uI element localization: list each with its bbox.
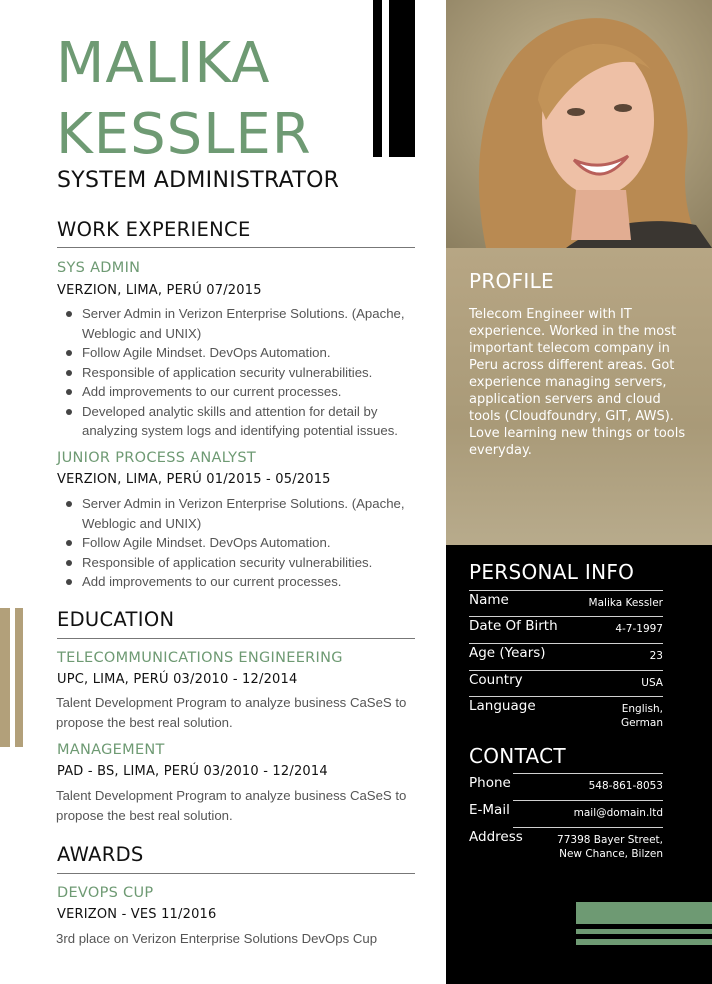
job-duties-list [64, 304, 434, 441]
contact-label: E-Mail [469, 802, 510, 818]
divider [57, 247, 415, 248]
education-description: Talent Development Program to analyze business CaSeS to propose the best real solution. [56, 788, 407, 823]
decor-gold-bar-thin [15, 608, 23, 747]
job-place: VERZION, LIMA, PERÚ 01/2015 - 05/2015 [57, 472, 331, 487]
info-value: English, German [620, 703, 663, 729]
work-experience-heading: WORK EXPERIENCE [57, 218, 251, 241]
education-place: PAD - BS, LIMA, PERÚ 03/2010 - 12/2014 [57, 764, 328, 779]
contact-label: Address [469, 829, 523, 845]
decor-bar-thick [389, 0, 415, 157]
divider [57, 873, 415, 874]
decor-bar-thin [373, 0, 382, 157]
list-item: Add improvements to our current processes. [64, 382, 434, 402]
decor-green-bar [576, 929, 712, 934]
list-item: Server Admin in Verizon Enterprise Solutions. (Apache, Weblogic and UNIX) [64, 304, 434, 343]
list-item: Add improvements to our current processes. [64, 572, 434, 592]
info-label: Name [469, 592, 509, 608]
info-value: USA [641, 677, 663, 689]
list-item: Responsible of application security vulnerabilities. [64, 553, 434, 573]
decor-gold-bar [0, 608, 10, 747]
awards-heading: AWARDS [57, 843, 144, 866]
award-description: 3rd place on Verizon Enterprise Solutions DevOps Cup [56, 931, 378, 946]
contact-value: mail@domain.ltd [573, 807, 663, 819]
education-place: UPC, LIMA, PERÚ 03/2010 - 12/2014 [57, 672, 298, 687]
education-degree: TELECOMMUNICATIONS ENGINEERING [57, 650, 343, 666]
list-item: Follow Agile Mindset. DevOps Automation. [64, 533, 434, 553]
list-item: Follow Agile Mindset. DevOps Automation. [64, 343, 434, 363]
job-role: SYS ADMIN [57, 260, 141, 276]
last-name: KESSLER [56, 102, 312, 167]
contact-heading: CONTACT [469, 744, 566, 768]
info-value: 4-7-1997 [615, 623, 663, 635]
award-place: VERIZON - VES 11/2016 [57, 907, 217, 922]
contact-value: 548-861-8053 [588, 780, 663, 792]
info-label: Date Of Birth [469, 618, 558, 634]
info-value: Malika Kessler [588, 597, 663, 609]
info-value: 23 [649, 650, 663, 662]
list-item: Server Admin in Verizon Enterprise Solutions. (Apache, Weblogic and UNIX) [64, 494, 434, 533]
info-label: Country [469, 672, 523, 688]
education-degree: MANAGEMENT [57, 742, 165, 758]
education-description: Talent Development Program to analyze business CaSeS to propose the best real solution. [56, 695, 407, 730]
divider [57, 638, 415, 639]
profile-summary: Telecom Engineer with IT experience. Worked in the most important telecom company in Peru across different areas. Got experience managing servers, application servers and cloud tools (Cloudfoundry, GIT, AWS). Love learning new things or tools everyday. [469, 307, 686, 458]
list-item: Responsible of application security vulnerabilities. [64, 363, 434, 383]
list-item: Developed analytic skills and attention for detail by analyzing system logs and identifying potential issues. [64, 402, 434, 441]
info-label: Language [469, 698, 536, 714]
profile-photo [446, 0, 712, 248]
personal-info-heading: PERSONAL INFO [469, 560, 635, 584]
portrait-image [446, 0, 712, 248]
profile-heading: PROFILE [469, 269, 554, 293]
award-name: DEVOPS CUP [57, 885, 154, 901]
first-name: MALIKA [56, 31, 271, 96]
job-title: SYSTEM ADMINISTRATOR [57, 168, 340, 193]
contact-label: Phone [469, 775, 511, 791]
education-heading: EDUCATION [57, 608, 175, 631]
decor-green-bar [576, 939, 712, 945]
info-label: Age (Years) [469, 645, 546, 661]
decor-green-bar [576, 902, 712, 924]
job-place: VERZION, LIMA, PERÚ 07/2015 [57, 283, 262, 298]
contact-value: 77398 Bayer Street, New Chance, Bilzen [557, 834, 663, 860]
job-duties-list [64, 494, 434, 592]
job-role: JUNIOR PROCESS ANALYST [57, 450, 257, 466]
